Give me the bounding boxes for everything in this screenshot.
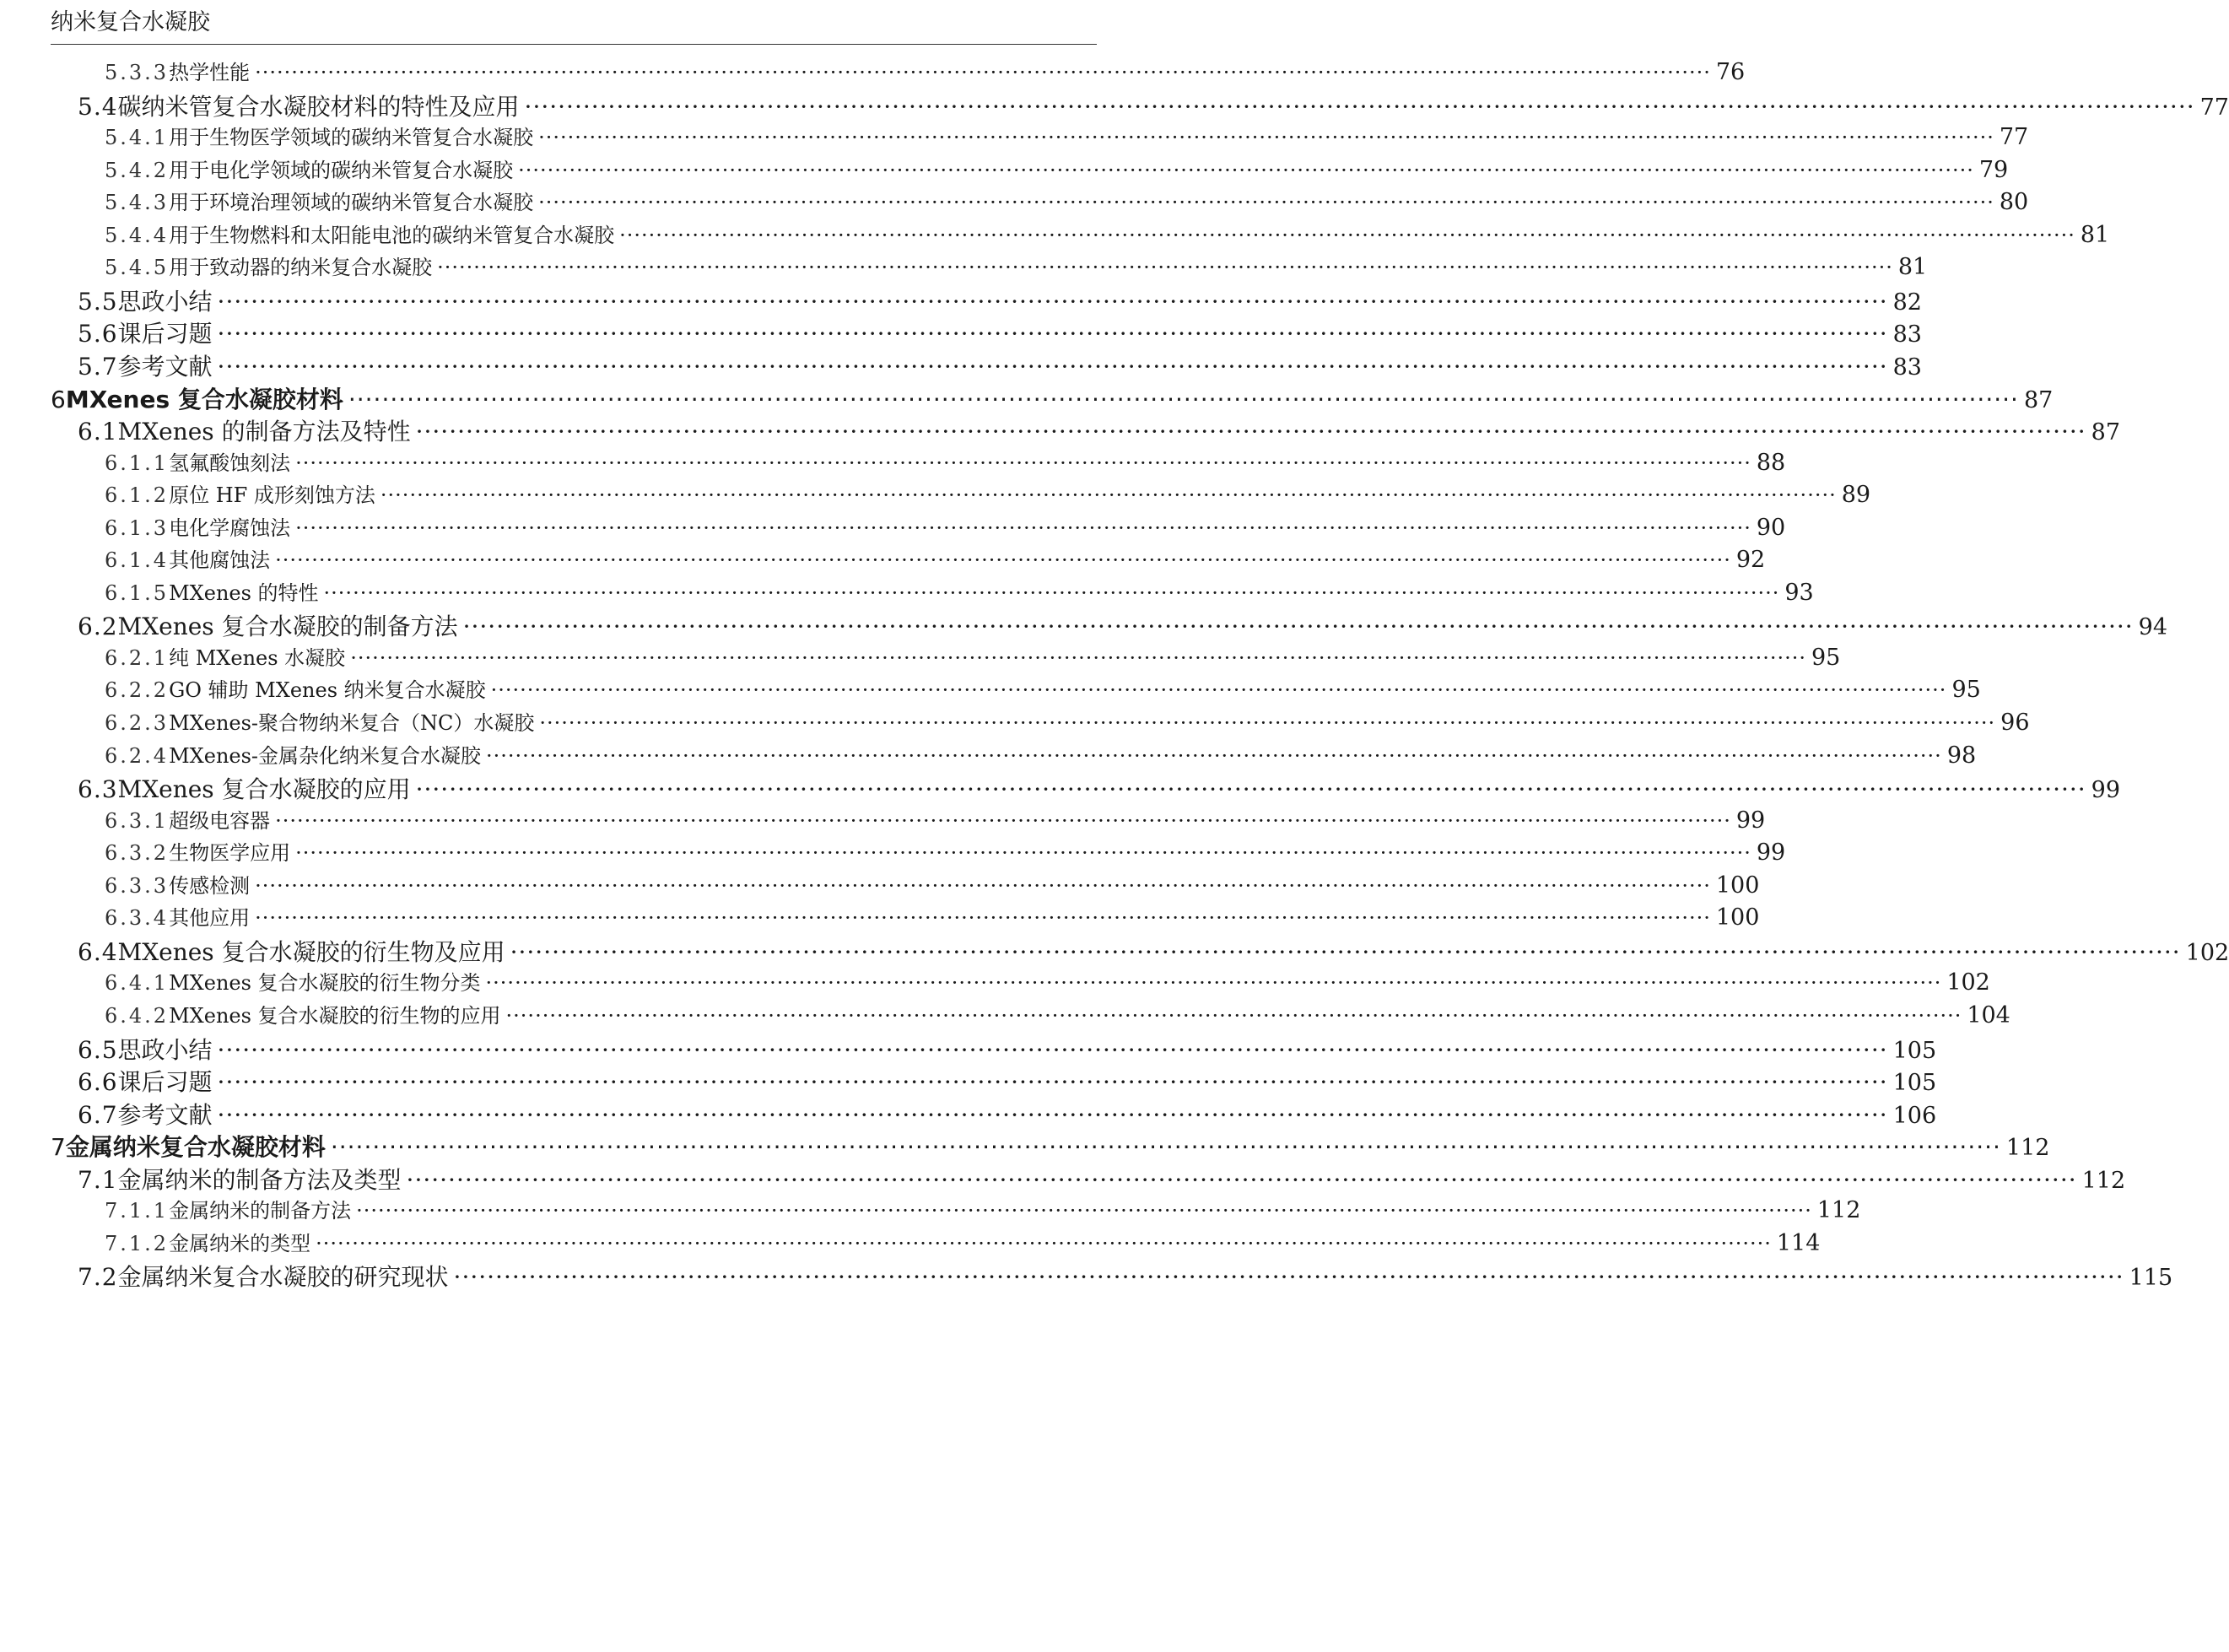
toc-number: 5.6 — [78, 320, 118, 348]
toc-page-number: 81 — [2080, 221, 2110, 248]
toc-page-number: 114 — [1776, 1229, 1821, 1256]
dot-leader: ········································································································································································································ — [350, 645, 1806, 670]
dot-leader: ········································································································································································································ — [437, 256, 1893, 280]
toc-page-number: 112 — [1816, 1197, 1861, 1224]
toc-number: 6.4 — [78, 937, 118, 966]
toc-page-number: 99 — [2091, 777, 2121, 804]
toc-title: MXenes-聚合物纳米复合（NC）水凝胶 — [169, 711, 535, 735]
toc-page-number: 83 — [1892, 321, 1922, 348]
toc-entry — [105, 836, 1786, 866]
toc-title: MXenes-金属杂化纳米复合水凝胶 — [169, 743, 482, 768]
toc-page-number: 115 — [2129, 1265, 2173, 1292]
toc-number: 6.1.3 — [105, 516, 170, 540]
dot-leader: ········································································································································································································ — [524, 92, 2195, 121]
toc-page-number: 100 — [1715, 872, 1760, 899]
dot-leader: ········································································································································································································ — [295, 516, 1751, 540]
toc-entry — [105, 1194, 1861, 1224]
toc-number: 5.4.3 — [105, 191, 170, 215]
toc-entry — [105, 478, 1871, 509]
toc-entry — [105, 186, 2029, 216]
toc-title: 电化学腐蚀法 — [169, 516, 291, 540]
toc-page-number: 104 — [1967, 1001, 2010, 1028]
toc-page-number: 106 — [1892, 1102, 1937, 1129]
toc-entry — [105, 154, 2009, 183]
toc-title: 超级电容器 — [169, 808, 271, 833]
toc-entry — [78, 89, 2229, 122]
toc-page-number: 88 — [1756, 449, 1786, 476]
toc-number: 6.1.5 — [105, 580, 170, 605]
toc-title: 氢氟酸蚀刻法 — [169, 451, 291, 475]
dot-leader: ········································································································································································································ — [217, 1035, 1888, 1064]
toc-title: 思政小结 — [117, 287, 213, 316]
dot-leader: ········································································································································································································ — [462, 613, 2134, 641]
dot-leader: ········································································································································································································ — [275, 808, 1731, 833]
toc-entry — [51, 381, 2054, 415]
dot-leader: ········································································································································································································ — [486, 743, 1942, 768]
toc-number: 5.4.2 — [105, 158, 170, 182]
toc-title: 金属纳米的制备方法 — [169, 1199, 352, 1223]
dot-leader: ········································································································································································································ — [538, 191, 1994, 215]
toc-page-number: 112 — [2081, 1167, 2126, 1194]
toc-entry — [78, 1259, 2173, 1293]
dot-leader: ········································································································································································································ — [255, 873, 1711, 898]
toc-entry — [78, 283, 1922, 317]
toc-title: 生物医学应用 — [169, 841, 291, 866]
toc-number: 7.1.2 — [105, 1231, 170, 1255]
toc-entry — [105, 999, 2010, 1028]
dot-leader: ········································································································································································································ — [323, 580, 1780, 605]
toc-title: 热学性能 — [169, 61, 251, 84]
toc-page-number: 76 — [1715, 59, 1746, 85]
dot-leader: ········································································································································································································ — [330, 1133, 2001, 1162]
toc-title: MXenes 复合水凝胶的衍生物分类 — [169, 971, 481, 996]
toc-title: 用于致动器的纳米复合水凝胶 — [169, 256, 433, 280]
toc-page-number: 87 — [2091, 419, 2121, 446]
dot-leader: ········································································································································································································ — [295, 841, 1751, 866]
toc-page-number: 77 — [1999, 124, 2029, 151]
toc-number: 5.4.4 — [105, 223, 170, 247]
toc-number: 6.1.1 — [105, 451, 170, 475]
dot-leader: ········································································································································································································ — [505, 1003, 1962, 1028]
toc-entry — [78, 348, 1922, 382]
toc-page-number: 80 — [1999, 189, 2029, 216]
dot-leader: ········································································································································································································ — [255, 906, 1711, 931]
dot-leader: ········································································································································································································ — [453, 1263, 2124, 1292]
toc-title: 用于环境治理领域的碳纳米管复合水凝胶 — [169, 191, 534, 215]
dot-leader: ········································································································································································································ — [538, 126, 1994, 150]
toc-page-number: 89 — [1841, 482, 1871, 509]
toc-entry — [105, 543, 1766, 574]
toc-number: 7.2 — [78, 1263, 118, 1292]
toc-title: 金属纳米复合水凝胶材料 — [65, 1133, 326, 1162]
dot-leader: ········································································································································································································ — [406, 1165, 2077, 1194]
toc-entry — [78, 771, 2121, 805]
toc-page-number: 87 — [2023, 386, 2054, 413]
toc-number: 6.3.2 — [105, 841, 170, 866]
toc-row[interactable] — [0, 1259, 2173, 1298]
toc-entry — [105, 511, 1786, 541]
toc-title: GO 辅助 MXenes 纳米复合水凝胶 — [169, 678, 486, 703]
toc-entry — [105, 576, 1814, 606]
toc-title: MXenes 复合水凝胶的衍生物及应用 — [117, 937, 505, 966]
dot-leader: ········································································································································································································ — [415, 418, 2086, 446]
toc-number: 6.2.4 — [105, 743, 170, 768]
toc-entry — [105, 739, 1977, 769]
toc-page-number: 93 — [1784, 579, 1814, 606]
dot-leader: ········································································································································································································ — [217, 352, 1888, 381]
toc-page-number: 98 — [1946, 742, 1977, 769]
toc-number: 6.3.1 — [105, 808, 170, 833]
toc-number: 6.6 — [78, 1068, 118, 1097]
toc-entry — [105, 706, 2030, 736]
toc-title: 用于电化学领域的碳纳米管复合水凝胶 — [169, 158, 514, 182]
toc-entry — [105, 869, 1760, 899]
toc-page-number: 99 — [1735, 807, 1766, 834]
toc-number: 6.1 — [78, 418, 118, 446]
toc-page-number: 90 — [1756, 514, 1786, 541]
toc-number: 5.5 — [78, 287, 118, 316]
dot-leader: ········································································································································································································ — [518, 158, 1974, 182]
toc-entry — [105, 121, 2029, 151]
toc-number: 6.5 — [78, 1035, 118, 1064]
toc-page-number: 105 — [1892, 1070, 1937, 1097]
toc-page-number: 77 — [2199, 94, 2229, 121]
book-title: 纳米复合水凝胶 — [51, 9, 210, 35]
toc-number: 6.2.3 — [105, 711, 170, 735]
toc-number: 6.2.2 — [105, 678, 170, 703]
toc-number: 6.3 — [78, 775, 118, 804]
toc-number: 5.4 — [78, 92, 118, 121]
dot-leader: ········································································································································································································ — [510, 937, 2181, 966]
toc-title: 用于生物医学领域的碳纳米管复合水凝胶 — [169, 126, 534, 150]
dot-leader: ········································································································································································································ — [539, 711, 1996, 735]
dot-leader: ········································································································································································································ — [356, 1199, 1812, 1223]
toc-page-number: 95 — [1811, 644, 1841, 671]
toc-entry — [105, 219, 2110, 248]
toc-page-number: 112 — [2005, 1135, 2050, 1162]
toc-number: 6.7 — [78, 1100, 118, 1129]
toc-entry — [51, 1129, 2050, 1163]
toc-number: 6.3.4 — [105, 906, 170, 931]
toc-entry — [78, 1032, 1937, 1066]
toc-number: 6.4.1 — [105, 971, 170, 996]
toc-title: 参考文献 — [117, 352, 213, 381]
toc-entry — [78, 1064, 1937, 1098]
toc-title: 参考文献 — [117, 1100, 213, 1129]
toc-page-number: 79 — [1978, 156, 2009, 183]
toc-title: MXenes 复合水凝胶的制备方法 — [117, 613, 458, 641]
toc-entry — [105, 673, 1981, 704]
toc-page-number: 82 — [1892, 289, 1922, 316]
toc-entry — [105, 1227, 1821, 1256]
toc-number: 7.1.1 — [105, 1199, 170, 1223]
toc-title: 传感检测 — [169, 873, 251, 898]
toc-number: 5.4.1 — [105, 126, 170, 150]
toc-entry — [78, 934, 2229, 968]
dot-leader: ········································································································································································································ — [485, 971, 1942, 996]
dot-leader: ········································································································································································································ — [415, 775, 2086, 804]
dot-leader: ········································································································································································································ — [348, 385, 2019, 413]
dot-leader: ········································································································································································································ — [316, 1231, 1772, 1255]
toc-title: 金属纳米的类型 — [169, 1231, 311, 1255]
toc-page-number: 96 — [2000, 710, 2030, 736]
dot-leader: ········································································································································································································ — [275, 548, 1731, 573]
toc-entry — [105, 804, 1766, 834]
toc-entry — [105, 641, 1841, 671]
toc-page-number: 100 — [1715, 904, 1760, 931]
toc-number: 7.1 — [78, 1165, 118, 1194]
dot-leader: ········································································································································································································ — [217, 320, 1888, 348]
dot-leader: ········································································································································································································ — [255, 61, 1711, 84]
toc-entry — [78, 1097, 1937, 1131]
toc-title: 课后习题 — [117, 320, 213, 348]
toc-title: 思政小结 — [117, 1035, 213, 1064]
toc-number: 5.4.5 — [105, 256, 170, 280]
toc-number: 6.3.3 — [105, 873, 170, 898]
dot-leader: ········································································································································································································ — [619, 223, 2075, 247]
toc-title: 课后习题 — [117, 1068, 213, 1097]
toc-number: 7 — [51, 1133, 66, 1162]
toc-entry — [78, 316, 1922, 349]
toc-page-number: 81 — [1897, 254, 1928, 281]
toc-number: 6.1.4 — [105, 548, 170, 573]
dot-leader: ········································································································································································································ — [217, 1100, 1888, 1129]
toc-entry — [105, 966, 1990, 996]
toc-title: 纯 MXenes 水凝胶 — [169, 645, 346, 670]
toc-title: MXenes 的制备方法及特性 — [117, 418, 411, 446]
toc-title: 金属纳米复合水凝胶的研究现状 — [117, 1263, 449, 1292]
toc-number: 5.7 — [78, 352, 118, 381]
toc-entry — [105, 446, 1786, 476]
dot-leader: ········································································································································································································ — [490, 678, 1947, 703]
dot-leader: ········································································································································································································ — [217, 1068, 1888, 1097]
toc-entry — [78, 413, 2121, 447]
toc-page-number: 92 — [1735, 547, 1766, 574]
toc-number: 6.1.2 — [105, 483, 170, 508]
running-header — [51, 5, 1097, 45]
toc-title: 原位 HF 成形刻蚀方法 — [169, 483, 375, 508]
dot-leader: ········································································································································································································ — [380, 483, 1837, 508]
toc-number: 5.3.3 — [105, 61, 170, 84]
toc-title: 其他应用 — [169, 906, 251, 931]
toc-page-number: 102 — [1946, 969, 1990, 996]
toc-page-number: 83 — [1892, 354, 1922, 381]
toc-number: 6.2 — [78, 613, 118, 641]
dot-leader: ········································································································································································································ — [217, 287, 1888, 316]
toc-page-number: 95 — [1951, 677, 1981, 704]
toc-entry — [105, 251, 1928, 281]
toc-entry — [78, 608, 2168, 642]
toc-entry — [78, 1162, 2126, 1196]
toc-title: MXenes 复合水凝胶的衍生物的应用 — [169, 1003, 501, 1028]
toc-page-number: 105 — [1892, 1037, 1937, 1064]
toc-entry — [105, 901, 1760, 931]
dot-leader: ········································································································································································································ — [295, 451, 1751, 475]
toc-number: 6.2.1 — [105, 645, 170, 670]
toc-title: MXenes 复合水凝胶材料 — [65, 385, 343, 413]
toc-title: 用于生物燃料和太阳能电池的碳纳米管复合水凝胶 — [169, 223, 615, 247]
toc-title: MXenes 的特性 — [169, 580, 319, 605]
toc-entry — [105, 56, 1746, 85]
toc-page-number: 99 — [1756, 839, 1786, 866]
toc-title: 金属纳米的制备方法及类型 — [117, 1165, 402, 1194]
toc-title: 其他腐蚀法 — [169, 548, 271, 573]
toc-page-number: 94 — [2138, 614, 2168, 641]
toc-number: 6 — [51, 385, 66, 413]
toc-number: 6.4.2 — [105, 1003, 170, 1028]
toc-title: MXenes 复合水凝胶的应用 — [117, 775, 411, 804]
toc-title: 碳纳米管复合水凝胶材料的特性及应用 — [117, 92, 520, 121]
toc-page-number: 102 — [2185, 939, 2229, 966]
